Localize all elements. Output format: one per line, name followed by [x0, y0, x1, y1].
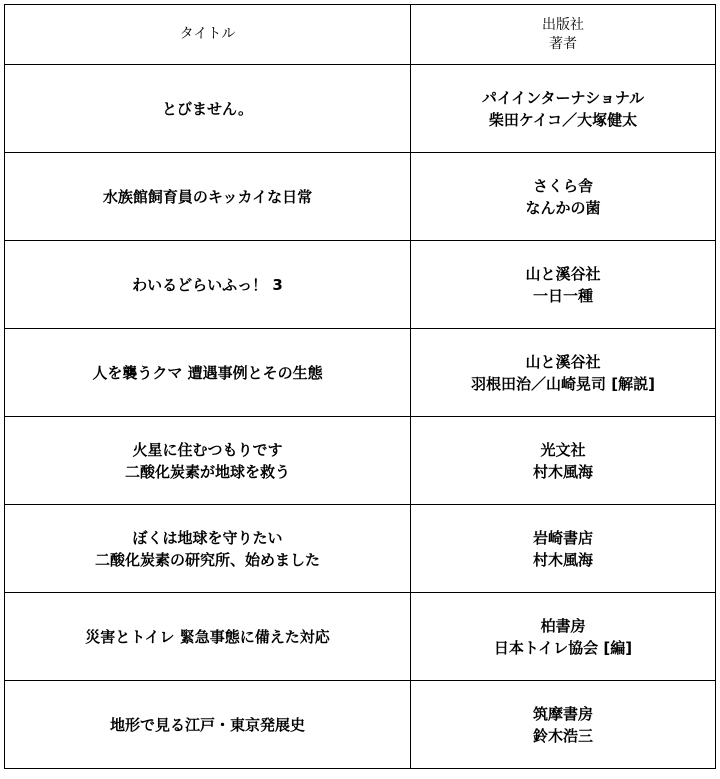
author-header-label: 著者: [549, 35, 577, 52]
book-title-cell: [5, 153, 411, 241]
author: 一日一種: [532, 286, 593, 305]
book-title: 地形で見る江戸・東京発展史: [109, 715, 305, 734]
book-subtitle: 二酸化炭素が地球を救う: [124, 462, 290, 481]
publisher: 山と溪谷社: [525, 264, 601, 283]
publisher-author-cell: [411, 241, 716, 329]
author: なんかの菌: [525, 198, 601, 217]
publisher: 岩崎書店: [532, 528, 593, 547]
publisher-header-label: 出版社: [542, 16, 584, 33]
book-title-cell: [5, 505, 411, 593]
publisher: 山と溪谷社: [525, 352, 601, 371]
publisher-author-cell: [411, 681, 716, 769]
publisher-author-cell: [411, 505, 716, 593]
header-row: [5, 5, 716, 65]
table-row: [5, 593, 716, 681]
table-row: [5, 65, 716, 153]
author: 村木風海: [532, 550, 593, 569]
publisher-author-cell: [411, 153, 716, 241]
publisher-author-cell: [411, 65, 716, 153]
book-title: 人を襲うクマ 遭遇事例とその生態: [92, 363, 323, 382]
publisher: さくら舎: [532, 176, 593, 195]
book-title-cell: [5, 681, 411, 769]
book-title-cell: [5, 593, 411, 681]
book-title-cell: [5, 329, 411, 417]
book-title-cell: [5, 65, 411, 153]
publisher-author-cell: [411, 593, 716, 681]
author: 村木風海: [532, 462, 593, 481]
table-row: [5, 681, 716, 769]
book-list-table: [4, 4, 716, 769]
book-title-cell: [5, 241, 411, 329]
table-row: [5, 241, 716, 329]
table-row: [5, 505, 716, 593]
author: 鈴木浩三: [532, 726, 593, 745]
table-row: [5, 329, 716, 417]
book-subtitle: 二酸化炭素の研究所、始めました: [94, 550, 320, 569]
book-title-cell: [5, 417, 411, 505]
table-row: [5, 153, 716, 241]
publisher-author-cell: [411, 329, 716, 417]
book-title: 災害とトイレ 緊急事態に備えた対応: [85, 627, 330, 646]
publisher-author-cell: [411, 417, 716, 505]
title-column-header: タイトル: [5, 5, 411, 65]
publisher: 光文社: [540, 440, 586, 459]
table-row: [5, 417, 716, 505]
publisher-author-column-header: [411, 5, 716, 65]
author: 柴田ケイコ／大塚健太: [488, 110, 638, 129]
publisher: パイインターナショナル: [481, 88, 645, 107]
book-title: 火星に住むつもりです: [132, 440, 283, 459]
book-title: わいるどらいふっ！ 3: [132, 275, 283, 294]
author: 羽根田治／山崎晃司 [解説]: [471, 374, 655, 393]
author: 日本トイレ協会 [編]: [493, 638, 633, 657]
publisher: 柏書房: [540, 616, 586, 635]
book-title: とびません。: [162, 99, 253, 118]
book-title: 水族館飼育員のキッカイな日常: [102, 187, 313, 206]
book-title: ぼくは地球を守りたい: [132, 528, 283, 547]
publisher: 筑摩書房: [532, 704, 593, 723]
